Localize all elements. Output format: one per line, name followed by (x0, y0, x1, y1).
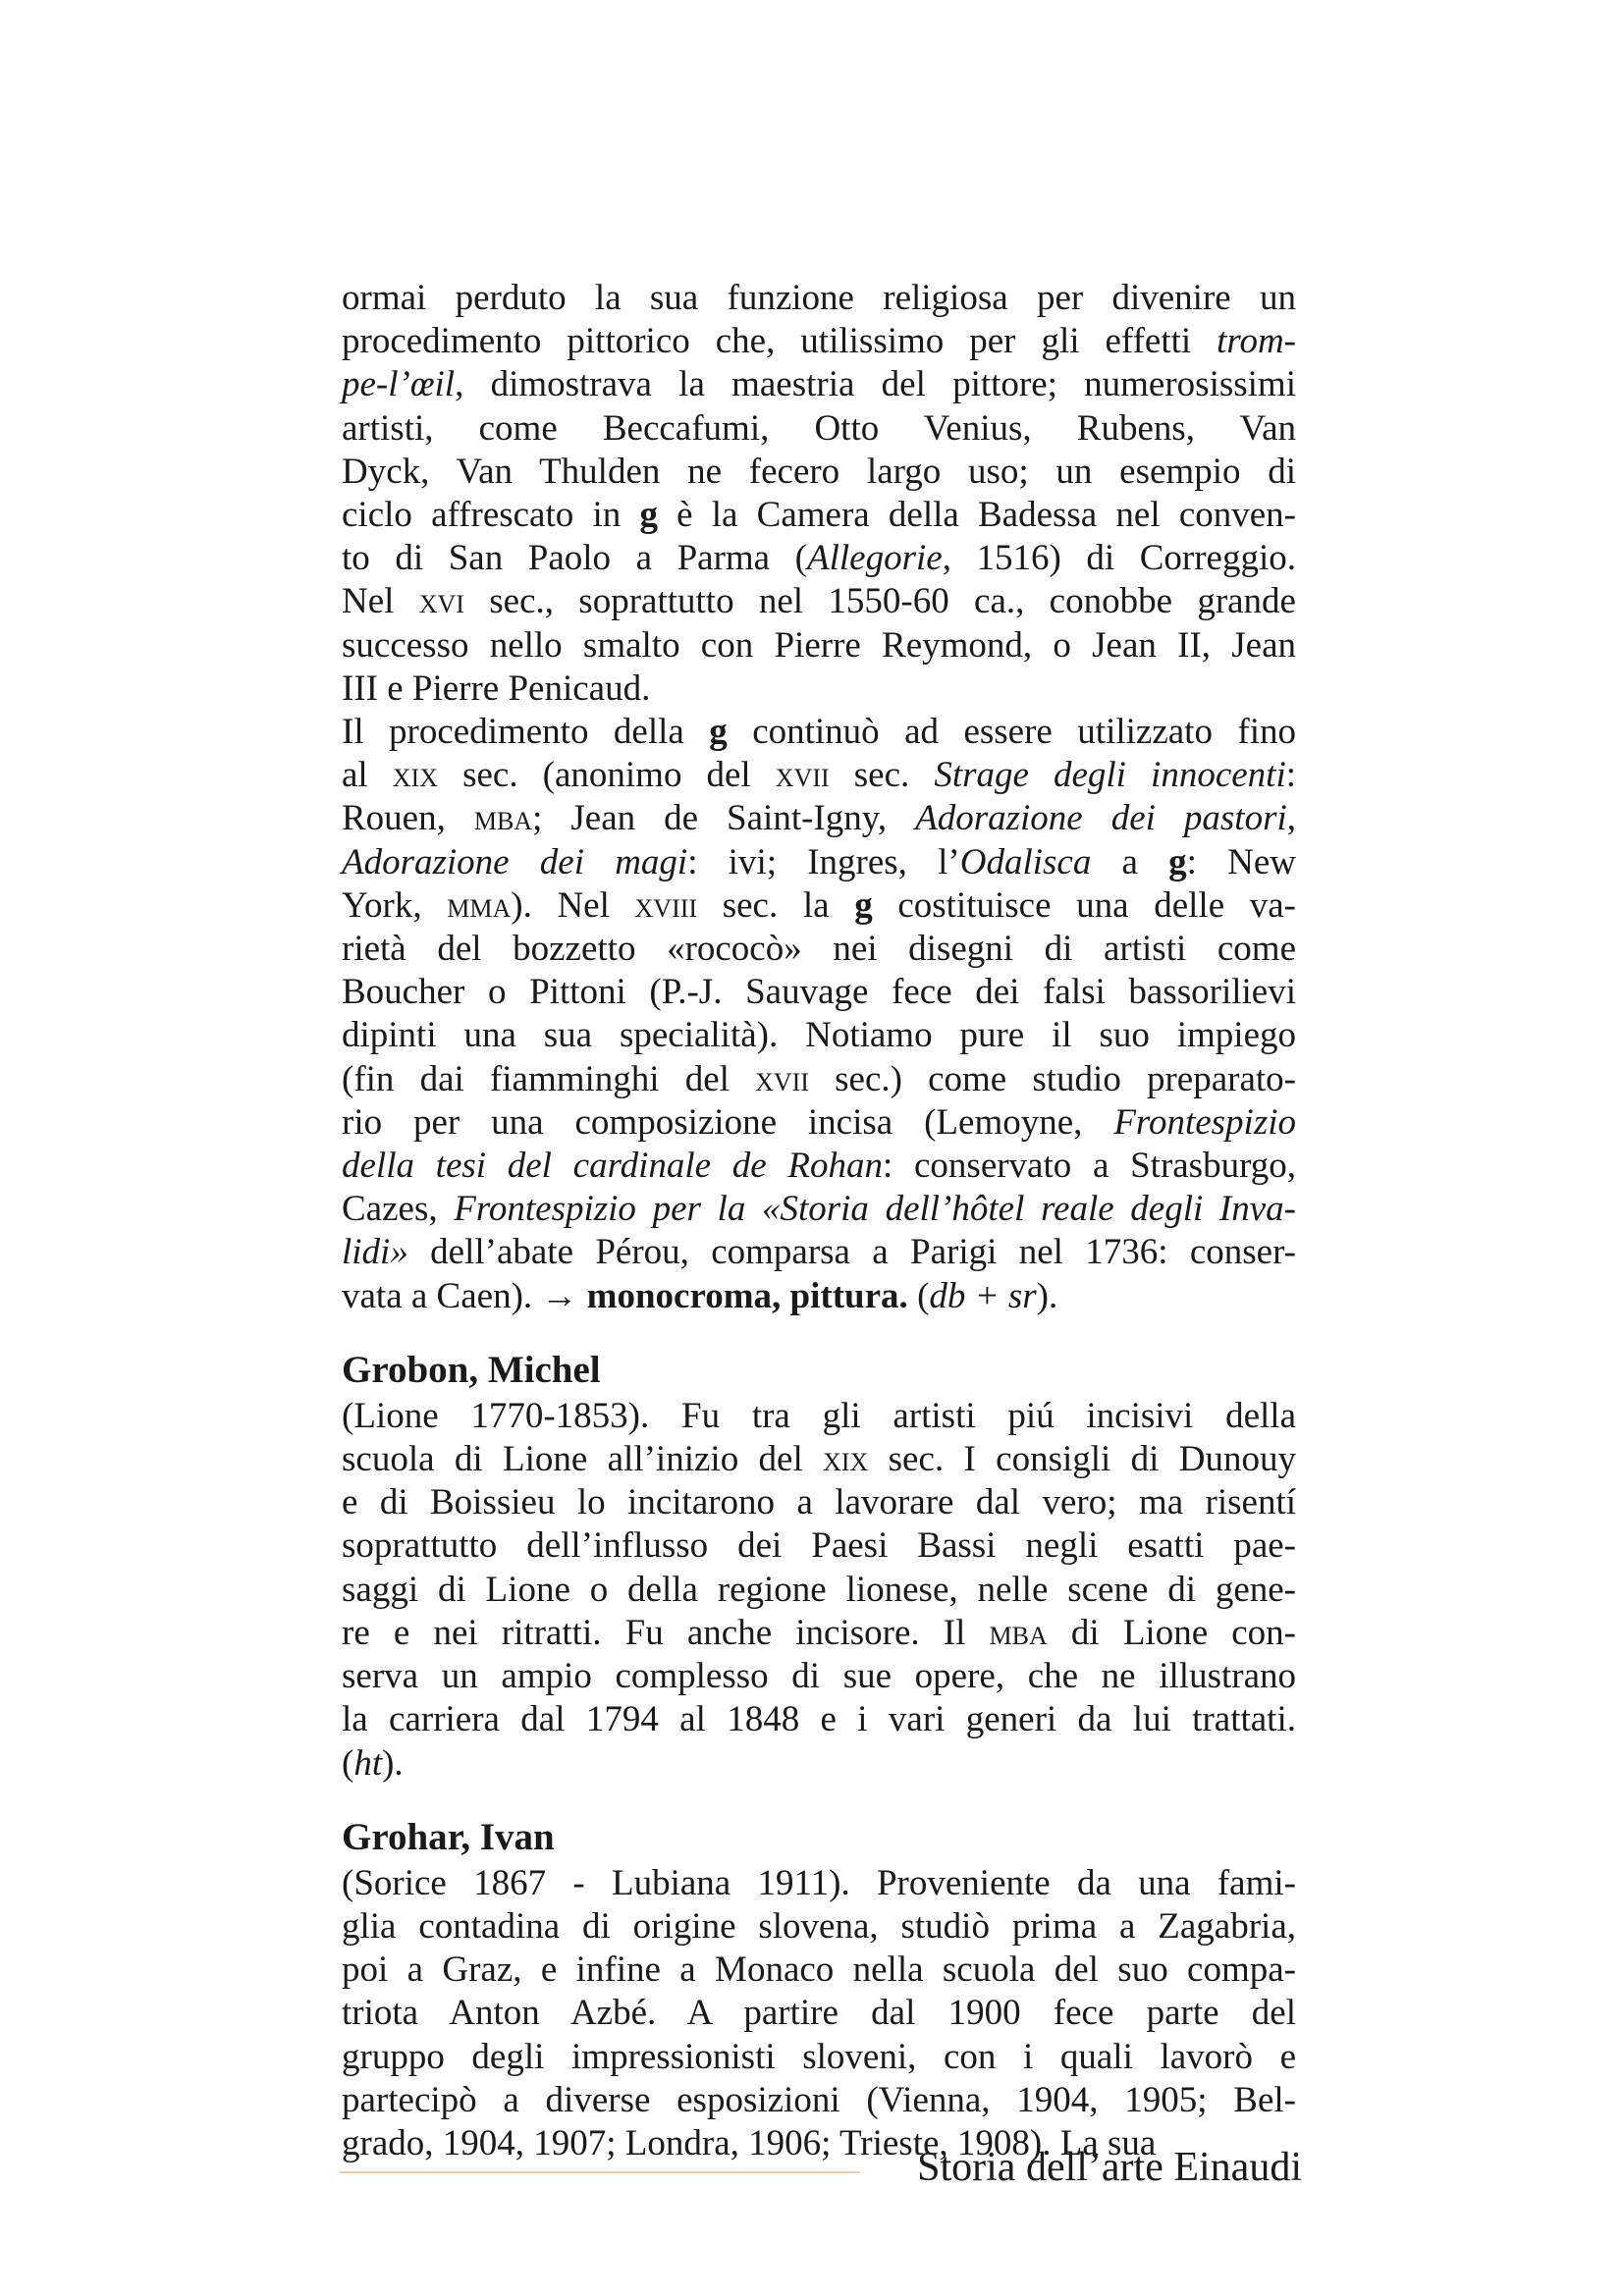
entry-heading: Grobon, Michel (342, 1348, 601, 1391)
page-body (342, 277, 1296, 2165)
text-line: glia contadina di origine slovena, studiò prima a Zagabria, (342, 1905, 1296, 1947)
text-line: Adorazione dei magi: ivi; Ingres, l’Odalisca a g: New (342, 841, 1296, 882)
text-line: pe-l’œil, dimostrava la maestria del pittore; numerosissimi (342, 364, 1296, 405)
text-line: vata a Caen). → monocroma, pittura. (db + sr). (342, 1275, 1058, 1316)
text-line: Dyck, Van Thulden ne fecero largo uso; un esempio di (342, 451, 1296, 492)
text-line: Nel xvi sec., soprattutto nel 1550-60 ca., conobbe grande (342, 581, 1296, 622)
text-line: soprattutto dell’influsso dei Paesi Bassi negli esatti pae- (342, 1525, 1296, 1567)
page-footer (340, 2140, 1302, 2199)
text-line: (fin dai fiamminghi del xvii sec.) come studio preparato- (342, 1058, 1296, 1099)
footer-rule (340, 2171, 860, 2173)
text-line: Boucher o Pittoni (P.-J. Sauvage fece dei falsi bassorilievi (342, 972, 1296, 1013)
text-line: la carriera dal 1794 al 1848 e i vari generi da lui trattati. (342, 1699, 1296, 1740)
text-line: (ht). (342, 1742, 404, 1784)
footer-title: Storia dell’arte Einaudi (917, 2145, 1302, 2190)
text-line: Rouen, mba; Jean de Saint-Igny, Adorazione dei pastori, (342, 798, 1296, 839)
entry-text (342, 1395, 1296, 1786)
text-line: gruppo degli impressionisti sloveni, con i quali lavorò e (342, 2036, 1296, 2077)
text-line: serva un ampio complesso di sue opere, che ne illustrano (342, 1656, 1296, 1697)
continuation-paragraph (342, 711, 1296, 1318)
text-line: saggi di Lione o della regione lionese, nelle scene di gene- (342, 1569, 1296, 1610)
text-line: Cazes, Frontespizio per la «Storia dell’hôtel reale degli Inva- (342, 1189, 1296, 1230)
text-line: (Lione 1770-1853). Fu tra gli artisti piú incisivi della (342, 1395, 1296, 1436)
text-line: ormai perduto la sua funzione religiosa per divenire un (342, 278, 1296, 318)
text-line: successo nello smalto con Pierre Reymond, o Jean II, Jean (342, 624, 1296, 666)
text-line: ciclo affrescato in g è la Camera della Badessa nel conven- (342, 495, 1296, 536)
text-line: partecipò a diverse esposizioni (Vienna, 1904, 1905; Bel- (342, 2079, 1296, 2120)
text-line: York, mma). Nel xviii sec. la g costituisce una delle va- (342, 884, 1296, 926)
text-line: triota Anton Azbé. A partire dal 1900 fece parte del (342, 1993, 1296, 2034)
text-line: della tesi del cardinale de Rohan: conservato a Strasburgo, (342, 1146, 1296, 1187)
intro-paragraph (342, 277, 1296, 711)
text-line: artisti, come Beccafumi, Otto Venius, Rubens, Van (342, 407, 1296, 449)
text-line: e di Boissieu lo incitarono a lavorare dal vero; ma risentí (342, 1482, 1296, 1523)
text-line: (Sorice 1867 - Lubiana 1911). Proveniente da una fami- (342, 1862, 1296, 1903)
text-line: rio per una composizione incisa (Lemoyne, Frontespizio (342, 1101, 1296, 1143)
entry-text (342, 1862, 1296, 2165)
text-line: lidi» dell’abate Pérou, comparsa a Parigi nel 1736: conser- (342, 1232, 1296, 1273)
text-line: dipinti una sua specialità). Notiamo pure il suo impiego (342, 1015, 1296, 1056)
text-line: poi a Graz, e infine a Monaco nella scuola del suo compa- (342, 1949, 1296, 1991)
text-line: scuola di Lione all’inizio del xix sec. I consigli di Dunouy (342, 1439, 1296, 1480)
entry-heading: Grohar, Ivan (342, 1815, 555, 1858)
entry-grobon (342, 1348, 1296, 1786)
text-line: re e nei ritratti. Fu anche incisore. Il mba di Lione con- (342, 1612, 1297, 1653)
text-line: procedimento pittorico che, utilissimo per gli effetti trom- (342, 321, 1296, 362)
text-line: to di San Paolo a Parma (Allegorie, 1516) di Correggio. (342, 538, 1297, 579)
entry-grohar (342, 1815, 1296, 2165)
text-line: al xix sec. (anonimo del xvii sec. Strage degli innocenti: (342, 755, 1297, 796)
text-line: rietà del bozzetto «rococò» nei disegni di artisti come (342, 929, 1296, 970)
text-line: III e Pierre Penicaud. (342, 667, 651, 709)
text-line: grado, 1904, 1907; Londra, 1906; Trieste, 1908). La sua (342, 2122, 1157, 2163)
text-line: Il procedimento della g continuò ad essere utilizzato fino (342, 712, 1296, 753)
